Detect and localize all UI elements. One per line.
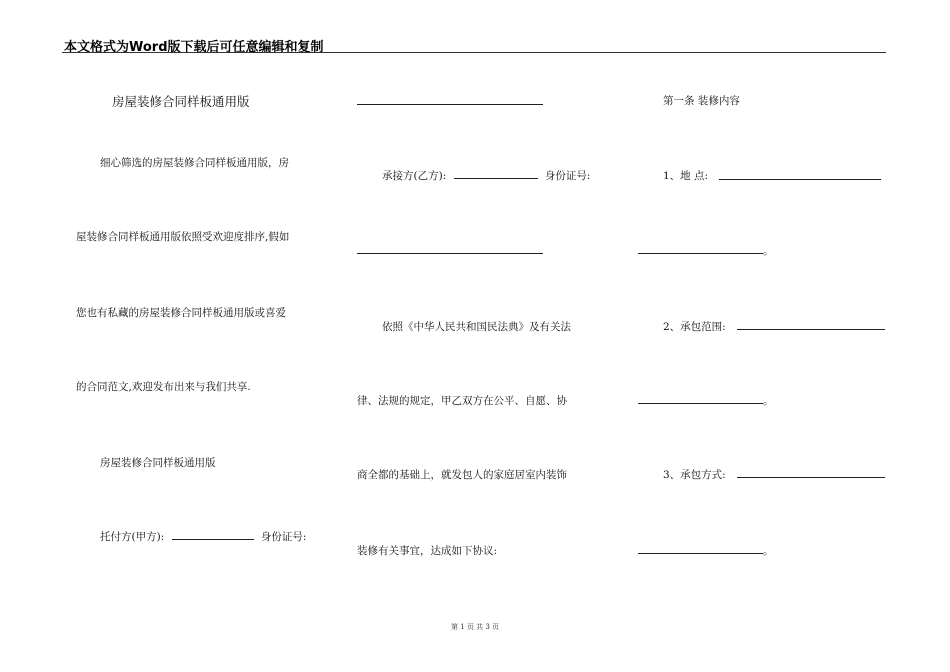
item-1-end-mark: 。	[763, 245, 774, 257]
item-3-continuation-blank	[638, 553, 763, 554]
agreement-line-3: 商全都的基础上，就发包人的家庭居室内装饰	[357, 469, 567, 481]
intro-line-3: 您也有私藏的房屋装修合同样板通用版或喜爱	[76, 307, 286, 319]
item-2-end-mark: 。	[763, 395, 774, 407]
item-1-continuation-blank	[638, 253, 763, 254]
document-header: 本文格式为Word版下载后可任意编辑和复制	[64, 40, 324, 55]
item-1-blank	[719, 179, 881, 180]
article-1-heading: 第一条 装修内容	[663, 95, 740, 107]
item-2-label: 2、承包范围:	[663, 321, 726, 333]
party-a-blank	[172, 529, 254, 540]
document-title: 房屋装修合同样板通用版	[112, 94, 250, 109]
party-b-label: 承接方(乙方):	[382, 170, 447, 182]
party-b-row	[382, 168, 590, 183]
item-3-blank	[737, 477, 885, 478]
item-3-label: 3、承包方式:	[663, 469, 726, 481]
item-3-end-mark: 。	[763, 545, 774, 557]
agreement-line-1: 依照《中华人民共和国民法典》及有关法	[382, 321, 571, 333]
intro-line-2: 屋装修合同样板通用版依照受欢迎度排序,假如	[76, 231, 290, 243]
intro-line-1: 细心筛选的房屋装修合同样板通用版，房	[100, 157, 289, 169]
party-a-row	[100, 529, 306, 544]
header-divider	[62, 52, 886, 53]
contract-subtitle: 房屋装修合同样板通用版	[100, 457, 216, 469]
agreement-line-4: 装修有关事宜，达成如下协议:	[357, 545, 498, 557]
party-b-id-label: 身份证号:	[544, 170, 591, 182]
party-a-id-label: 身份证号:	[260, 531, 307, 543]
item-2-continuation-blank	[638, 403, 763, 404]
party-a-label: 托付方(甲方):	[100, 531, 165, 543]
party-b-blank	[454, 168, 538, 179]
agreement-line-2: 律、法规的规定，甲乙双方在公平、自愿、协	[357, 395, 567, 407]
item-1-label: 1、地 点:	[663, 170, 709, 182]
page-number: 第 1 页 共 3 页	[450, 623, 500, 631]
blank-line-mid	[357, 253, 543, 254]
blank-line-top	[357, 104, 543, 105]
item-2-blank	[737, 329, 885, 330]
intro-line-4: 的合同范文,欢迎发布出来与我们共享.	[76, 381, 251, 393]
